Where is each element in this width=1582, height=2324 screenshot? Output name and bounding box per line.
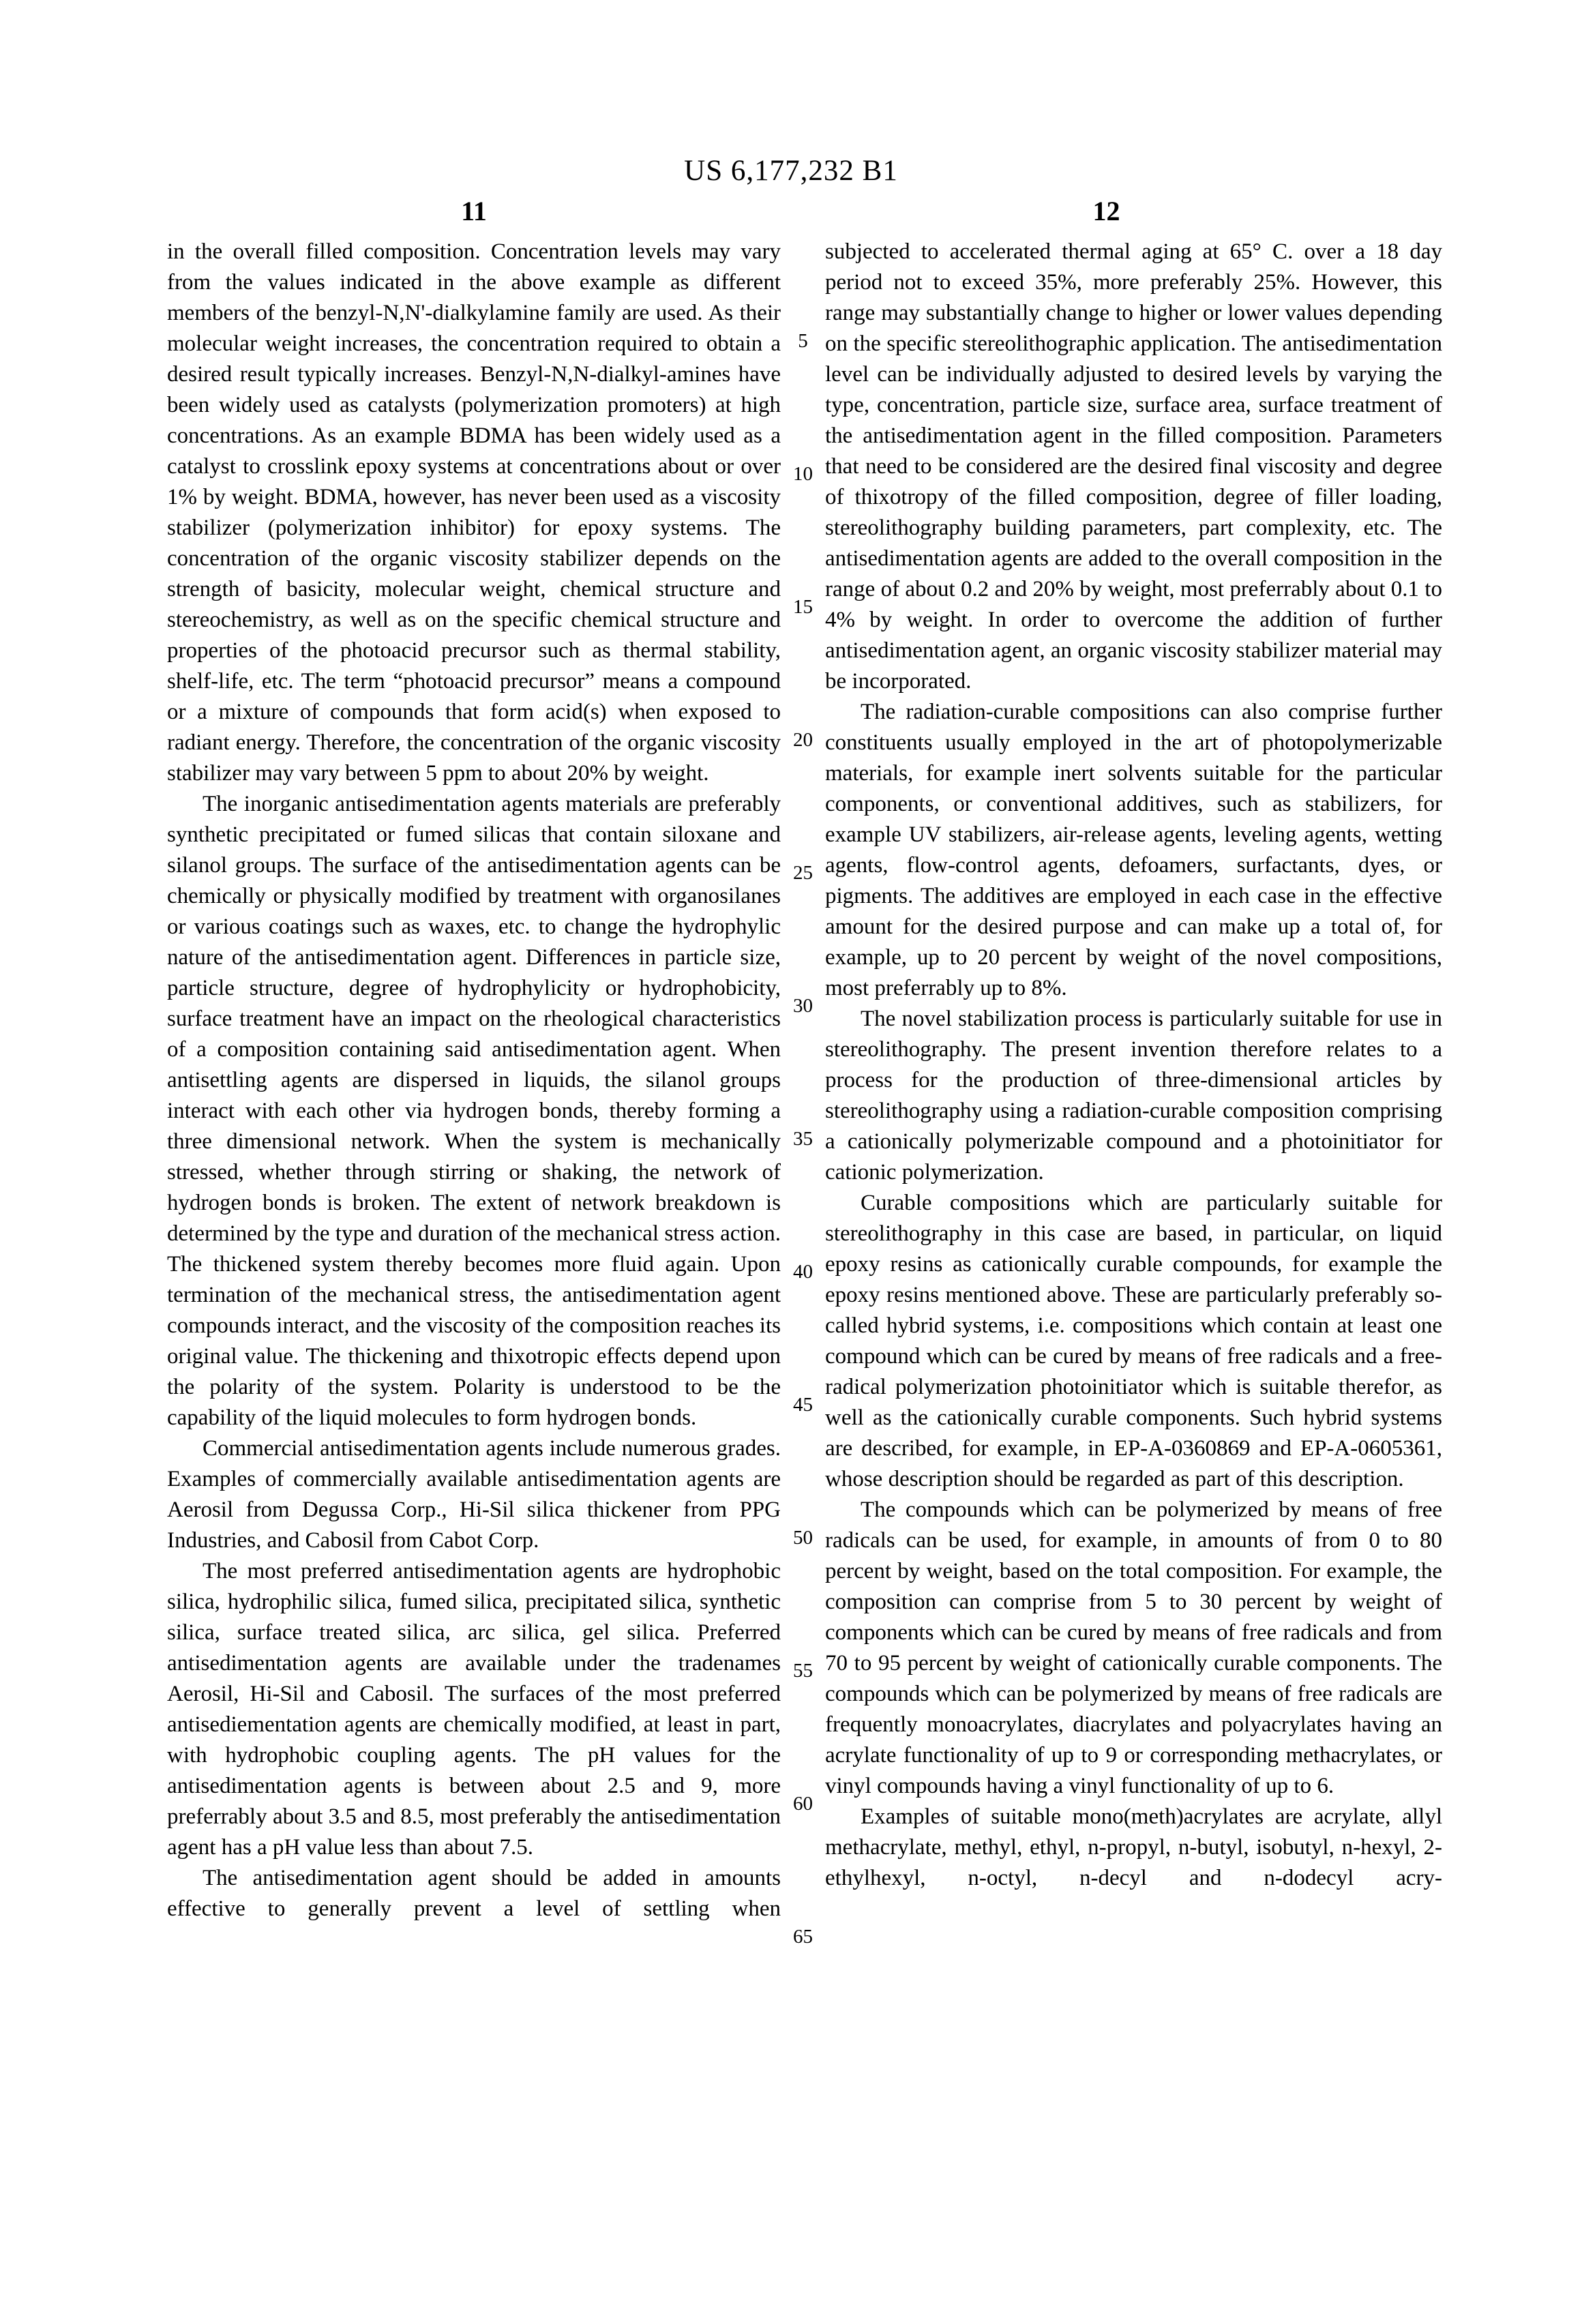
left-column — [167, 237, 781, 1924]
paragraph: The inorganic antisedimentation agents materials are preferably synthetic precipitated or fumed silicas that contain siloxane and silanol groups. The surface of the antisedimentation agents can be chemically or physically modified by treatment with organosilanes or various coatings such as waxes, etc. to change the hydrophylic nature of the antisedimentation agent. Differences in particle size, particle structure, degree of hydrophylicity or hydrophobicity, surface treatment have an impact on the rheological characteristics of a composition containing said antisedimentation agent. When antisettling agents are dispersed in liquids, the silanol groups interact with each other via hydrogen bonds, thereby forming a three dimensional network. When the system is mechanically stressed, whether through stirring or shaking, the network of hydrogen bonds is broken. The extent of network breakdown is determined by the type and duration of the mechanical stress action. The thickened system thereby becomes more fluid again. Upon termination of the mechanical stress, the antisedimentation agent compounds interact, and the viscosity of the composition reaches its original value. The thickening and thixotropic effects depend upon the polarity of the system. Polarity is understood to be the capability of the liquid molecules to form hydrogen bonds. — [167, 792, 781, 1430]
paragraph: The radiation-curable compositions can also comprise further constituents usually employed in the art of photopolymerizable materials, for example inert solvents suitable for the particular components, or conventional additives, such as stabilizers, for example UV stabilizers, air-release agents, leveling agents, wetting agents, flow-control agents, defoamers, surfactants, dyes, or pigments. The additives are employed in each case in the effective amount for the desired purpose and can make up a total of, for example, up to 20 percent by weight of the novel compositions, most preferrably up to 8%. — [825, 700, 1442, 1000]
column-number-right: 12 — [1092, 196, 1120, 226]
line-number: 20 — [793, 729, 813, 751]
paragraph: Curable compositions which are particularly suitable for stereolithography in this case are based, in particular, on liquid epoxy resins as cationically curable compounds, for example the epoxy resins mentioned above. These are particularly preferably so-called hybrid systems, i.e. compositions which contain at least one compound which can be cured by means of free radicals and a free-radical polymerization photoinitiator which is suitable therefor, as well as the cationically curable components. Such hybrid systems are described, for example, in EP-A-0360869 and EP-A-0605361, whose description should be regarded as part of this description. — [825, 1191, 1442, 1491]
line-number: 40 — [793, 1261, 813, 1283]
line-number: 35 — [793, 1128, 813, 1150]
paragraph: The novel stabilization process is particularly suitable for use in stereolithography. The present invention therefore relates to a process for the production of three-dimensional articles by stereolithography using a radiation-curable composition comprising a cationically polymerizable compound and a photoinitiator for cationic polymerization. — [825, 1007, 1442, 1185]
line-number: 5 — [798, 330, 808, 352]
column-number-left: 11 — [461, 196, 487, 226]
line-number: 15 — [793, 596, 813, 618]
paragraph: subjected to accelerated thermal aging at 65° C. over a 18 day period not to exceed 35%, more preferably 25%. However, this range may substantially change to higher or lower values depending on the specific stereolithographic application. The antisedimentation level can be individually adjusted to desired levels by varying the type, concentration, particle size, surface area, surface treatment of the antisedimentation agent in the filled composition. Parameters that need to be considered are the desired final viscosity and degree of thixotropy of the filled composition, degree of filler loading, stereolithography building parameters, part complexity, etc. The antisedimentation agents are added to the overall composition in the range of about 0.2 and 20% by weight, most preferrably about 0.1 to 4% by weight. In order to overcome the addition of further antisedimentation agent, an organic viscosity stabilizer material may be incorporated. — [825, 239, 1442, 694]
paragraph: The most preferred antisedimentation agents are hydrophobic silica, hydrophilic silica, fumed silica, precipitated silica, synthetic silica, surface treated silica, arc silica, gel silica. Preferred antisedimentation agents are available under the tradenames Aerosil, Hi-Sil and Cabosil. The surfaces of the most preferred antisediementation agents are chemically modified, at least in part, with hydrophobic coupling agents. The pH values for the antisedimentation agents is between about 2.5 and 9, more preferrably about 3.5 and 8.5, most preferably the antisedimentation agent has a pH value less than about 7.5. — [167, 1559, 781, 1860]
line-number: 25 — [793, 862, 813, 884]
paragraph: Commercial antisedimentation agents include numerous grades. Examples of commercially available antisedimentation agents are Aerosil from Degussa Corp., Hi-Sil silica thickener from PPG Industries, and Cabosil from Cabot Corp. — [167, 1436, 781, 1553]
patent-number-header: US 6,177,232 B1 — [684, 155, 898, 187]
line-number: 55 — [793, 1660, 813, 1682]
paragraph: The antisedimentation agent should be added in amounts effective to generally prevent a level of settling when — [167, 1866, 781, 1921]
line-number: 45 — [793, 1394, 813, 1416]
line-number: 60 — [793, 1793, 813, 1815]
paragraph: The compounds which can be polymerized by means of free radicals can be used, for example, in amounts of from 0 to 80 percent by weight, based on the total composition. For example, the composition can comprise from 5 to 30 percent by weight of components which can be cured by means of free radicals and from 70 to 95 percent by weight of cationically curable components. The compounds which can be polymerized by means of free radicals are frequently monoacrylates, diacrylates and polyacrylates having an acrylate functionality of up to 9 or corresponding methacrylates, or vinyl compounds having a vinyl functionality of up to 6. — [825, 1498, 1442, 1798]
line-number: 50 — [793, 1527, 813, 1549]
paragraph: in the overall filled composition. Concentration levels may vary from the values indicated in the above example as different members of the benzyl-N,N'-dialkylamine family are used. As their molecular weight increases, the concentration required to obtain a desired result typically increases. Benzyl-N,N-dialkyl-amines have been widely used as catalysts (polymerization promoters) at high concentrations. As an example BDMA has been widely used as a catalyst to crosslink epoxy systems at concentrations about or over 1% by weight. BDMA, however, has never been used as a viscosity stabilizer (polymerization inhibitor) for epoxy systems. The concentration of the organic viscosity stabilizer depends on the strength of basicity, molecular weight, chemical structure and stereochemistry, as well as on the specific chemical structure and properties of the photoacid precursor such as thermal stability, shelf-life, etc. The term “photoacid precursor” means a compound or a mixture of compounds that form acid(s) when exposed to radiant energy. Therefore, the concentration of the organic viscosity stabilizer may vary between 5 ppm to about 20% by weight. — [167, 239, 781, 786]
right-column — [825, 237, 1442, 1894]
paragraph: Examples of suitable mono(meth)acrylates are acrylate, allyl methacrylate, methyl, ethyl, n-propyl, n-butyl, isobutyl, n-hexyl, 2-ethylhexyl, n-octyl, n-decyl and n-dodecyl acry- — [825, 1804, 1442, 1890]
line-number: 10 — [793, 463, 813, 485]
line-number: 30 — [793, 995, 813, 1017]
line-number: 65 — [793, 1926, 813, 1948]
